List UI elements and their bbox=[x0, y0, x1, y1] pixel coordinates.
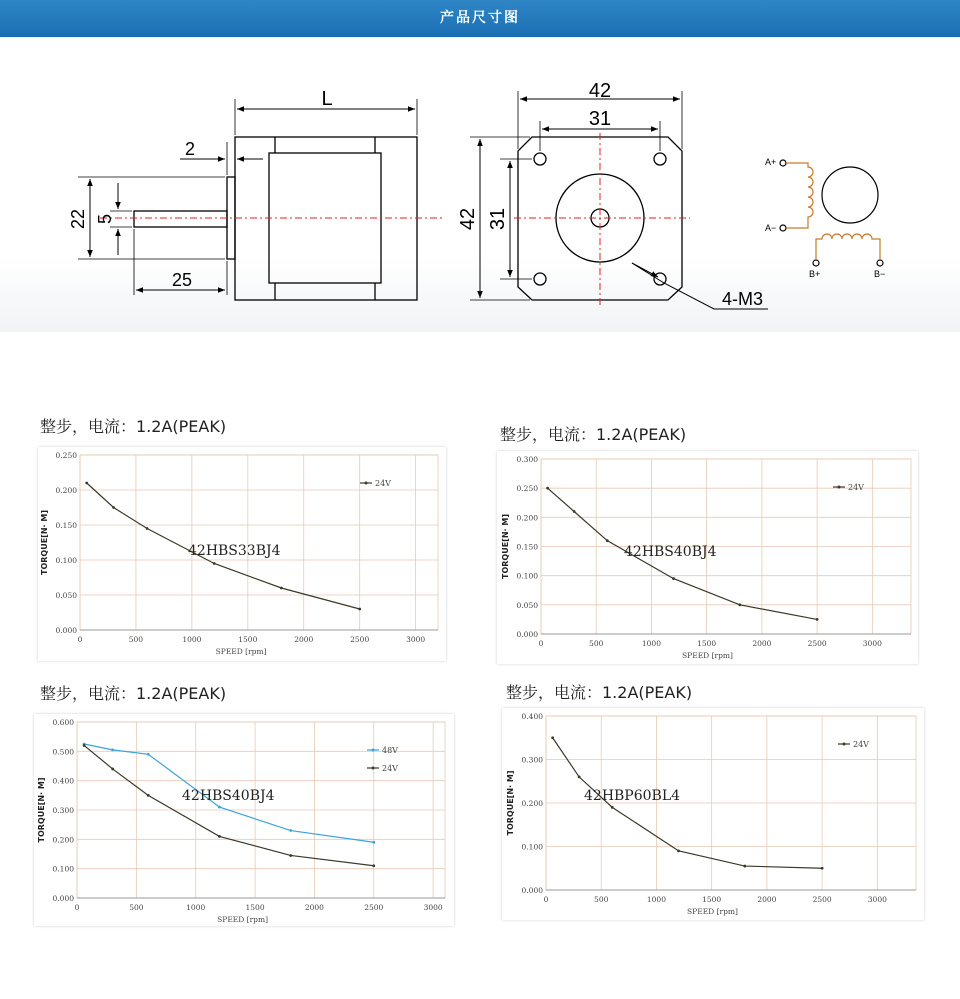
x-tick-label: 1000 bbox=[182, 635, 202, 644]
y-tick-label: 0.600 bbox=[52, 718, 74, 727]
label-a-plus: A+ bbox=[765, 157, 777, 167]
front-view bbox=[470, 91, 768, 309]
data-point-24V bbox=[672, 577, 675, 580]
data-point-24V bbox=[111, 768, 114, 771]
dim-height-label: 42 bbox=[457, 207, 479, 231]
x-tick-label: 0 bbox=[538, 639, 544, 648]
y-tick-label: 0.150 bbox=[55, 521, 77, 530]
data-point-24V bbox=[611, 806, 614, 809]
legend-label-48V: 48V bbox=[382, 746, 398, 755]
x-tick-label: 0 bbox=[77, 635, 83, 644]
dim-length-label: L bbox=[321, 88, 333, 110]
model-label: 42HBS33BJ4 bbox=[188, 543, 281, 559]
y-tick-label: 0.000 bbox=[52, 894, 74, 903]
x-axis-title: SPEED [rpm] bbox=[217, 915, 269, 924]
terminal-a-plus bbox=[780, 160, 786, 166]
y-tick-label: 0.100 bbox=[516, 571, 538, 581]
model-label: 42HBS40BJ4 bbox=[182, 788, 275, 804]
section-title: 产品尺寸图 bbox=[440, 10, 520, 26]
y-tick-label: 0.250 bbox=[55, 451, 77, 460]
model-label: 42HBS40BJ4 bbox=[624, 544, 717, 560]
data-point-24V bbox=[147, 794, 150, 797]
rotor-circle bbox=[822, 167, 878, 223]
torque-chart-4 bbox=[502, 708, 924, 920]
chart-svg-2 bbox=[497, 451, 918, 664]
data-point-24V bbox=[546, 487, 549, 490]
dim-flange-label: 2 bbox=[184, 139, 196, 159]
data-point-48V bbox=[147, 753, 150, 756]
data-point-24V bbox=[83, 744, 86, 747]
y-tick-label: 0.200 bbox=[516, 513, 538, 523]
y-tick-label: 0.100 bbox=[55, 556, 77, 565]
data-point-48V bbox=[372, 841, 375, 844]
x-tick-label: 1500 bbox=[238, 635, 258, 644]
mount-hole bbox=[654, 153, 666, 165]
y-tick-label: 0.200 bbox=[55, 486, 77, 495]
data-point-24V bbox=[816, 618, 819, 621]
x-tick-label: 1500 bbox=[697, 639, 717, 648]
x-tick-label: 3000 bbox=[423, 903, 443, 912]
x-tick-label: 2000 bbox=[304, 903, 324, 912]
x-tick-label: 1000 bbox=[646, 895, 666, 904]
y-tick-label: 0.100 bbox=[52, 864, 74, 874]
chart-svg-3 bbox=[34, 714, 454, 926]
y-tick-label: 0.400 bbox=[52, 776, 74, 786]
dim-hole-spacing-label: 31 bbox=[588, 108, 612, 130]
data-point-24V bbox=[112, 506, 115, 509]
data-point-24V bbox=[743, 865, 746, 868]
x-tick-label: 2000 bbox=[294, 635, 314, 644]
x-tick-label: 3000 bbox=[867, 895, 887, 904]
legend-label-24V: 24V bbox=[853, 740, 869, 749]
data-point-48V bbox=[218, 806, 221, 809]
data-point-24V bbox=[677, 849, 680, 852]
x-tick-label: 2500 bbox=[807, 639, 827, 648]
x-tick-label: 3000 bbox=[862, 639, 882, 648]
label-a-minus: A− bbox=[765, 223, 777, 233]
shaft bbox=[134, 211, 227, 227]
dim-hole-spacing-v-label: 31 bbox=[487, 207, 509, 231]
chart-heading-3: 整步，电流：1.2A(PEAK) bbox=[40, 684, 227, 703]
data-point-24V bbox=[821, 867, 824, 870]
y-tick-label: 0.300 bbox=[52, 806, 74, 815]
y-tick-label: 0.150 bbox=[516, 542, 538, 552]
x-tick-label: 1500 bbox=[702, 895, 722, 904]
data-point-24V bbox=[85, 482, 88, 485]
side-view bbox=[78, 99, 417, 300]
x-tick-label: 2500 bbox=[812, 895, 832, 904]
terminal-b-plus bbox=[813, 260, 819, 266]
dim-width-label: 42 bbox=[588, 80, 612, 102]
chart-heading-4: 整步，电流：1.2A(PEAK) bbox=[506, 683, 693, 702]
section-title-banner bbox=[0, 0, 960, 37]
y-axis-title: TORQUE[N· M] bbox=[37, 777, 46, 843]
y-tick-label: 0.500 bbox=[52, 747, 74, 757]
y-tick-label: 0.050 bbox=[516, 600, 538, 610]
y-tick-label: 0.400 bbox=[521, 712, 543, 721]
coil-b bbox=[816, 234, 880, 260]
terminal-a-minus bbox=[780, 225, 786, 231]
data-point-24V bbox=[573, 510, 576, 513]
dim-shaft-length-label: 25 bbox=[171, 270, 193, 290]
y-tick-label: 0.250 bbox=[516, 484, 538, 494]
y-tick-label: 0.000 bbox=[516, 630, 538, 639]
x-tick-label: 500 bbox=[594, 895, 609, 904]
dimension-drawing bbox=[0, 37, 960, 332]
data-point-48V bbox=[289, 829, 292, 832]
x-tick-label: 0 bbox=[543, 895, 549, 904]
chart-svg-4 bbox=[502, 708, 924, 920]
label-b-plus: B+ bbox=[809, 269, 821, 279]
data-point-48V bbox=[111, 748, 114, 751]
torque-chart-3 bbox=[34, 714, 454, 926]
legend-marker-24V bbox=[843, 743, 846, 746]
terminal-b-minus bbox=[877, 260, 883, 266]
wiring-schematic bbox=[780, 160, 883, 266]
x-tick-label: 3000 bbox=[406, 635, 426, 644]
legend-marker-24V bbox=[838, 486, 841, 489]
y-axis-title: TORQUE[N· M] bbox=[506, 770, 515, 836]
y-tick-label: 0.200 bbox=[52, 835, 74, 845]
data-point-24V bbox=[289, 854, 292, 857]
legend-marker-24V bbox=[372, 767, 375, 770]
dim-mount-holes-label: 4-M3 bbox=[722, 289, 764, 309]
legend-label-24V: 24V bbox=[848, 483, 864, 492]
x-tick-label: 500 bbox=[589, 639, 604, 648]
y-tick-label: 0.100 bbox=[521, 842, 543, 852]
legend-marker-48V bbox=[372, 749, 375, 752]
x-tick-label: 1500 bbox=[245, 903, 265, 912]
x-tick-label: 2000 bbox=[757, 895, 777, 904]
legend-marker-24V bbox=[365, 482, 368, 485]
chart-svg-1 bbox=[38, 447, 446, 661]
data-point-24V bbox=[606, 539, 609, 542]
y-tick-label: 0.050 bbox=[55, 591, 77, 600]
y-tick-label: 0.300 bbox=[516, 455, 538, 464]
mount-hole bbox=[534, 273, 546, 285]
chart-heading-1: 整步，电流：1.2A(PEAK) bbox=[40, 417, 227, 436]
x-tick-label: 2000 bbox=[752, 639, 772, 648]
x-tick-label: 1000 bbox=[641, 639, 661, 648]
chart-heading-2: 整步，电流：1.2A(PEAK) bbox=[500, 425, 687, 444]
x-tick-label: 500 bbox=[128, 635, 144, 644]
coil-a bbox=[786, 163, 813, 228]
label-b-minus: B− bbox=[874, 269, 886, 279]
data-point-24V bbox=[213, 562, 216, 565]
legend-label-24V: 24V bbox=[375, 479, 391, 488]
torque-chart-2 bbox=[497, 451, 918, 664]
x-axis-title: SPEED [rpm] bbox=[687, 907, 738, 916]
torque-chart-1 bbox=[38, 447, 446, 661]
data-point-24V bbox=[738, 603, 741, 606]
data-point-24V bbox=[280, 587, 283, 590]
dim-boss-label: 22 bbox=[68, 208, 88, 230]
legend-label-24V: 24V bbox=[382, 764, 398, 773]
model-label: 42HBP60BL4 bbox=[584, 788, 681, 804]
x-axis-title: SPEED [rpm] bbox=[215, 647, 267, 656]
data-point-24V bbox=[146, 527, 149, 530]
data-point-24V bbox=[372, 864, 375, 867]
y-axis-title: TORQUE[N· M] bbox=[40, 510, 49, 575]
y-tick-label: 0.300 bbox=[521, 755, 543, 765]
y-tick-label: 0.200 bbox=[521, 799, 543, 808]
data-point-24V bbox=[218, 835, 221, 838]
x-tick-label: 2500 bbox=[350, 635, 370, 644]
data-point-24V bbox=[578, 776, 581, 779]
x-tick-label: 2500 bbox=[364, 903, 384, 912]
data-point-24V bbox=[551, 736, 554, 739]
mount-hole bbox=[534, 153, 546, 165]
y-axis-title: TORQUE[N· M] bbox=[501, 514, 510, 579]
x-tick-label: 0 bbox=[74, 903, 80, 912]
series-line-24V bbox=[84, 745, 374, 865]
x-axis-title: SPEED [rpm] bbox=[682, 651, 733, 660]
y-tick-label: 0.000 bbox=[55, 626, 77, 635]
y-tick-label: 0.000 bbox=[521, 886, 543, 895]
x-tick-label: 500 bbox=[129, 903, 144, 912]
x-tick-label: 1000 bbox=[186, 903, 206, 912]
dim-shaft-label: 5 bbox=[95, 213, 115, 225]
data-point-24V bbox=[358, 608, 361, 611]
